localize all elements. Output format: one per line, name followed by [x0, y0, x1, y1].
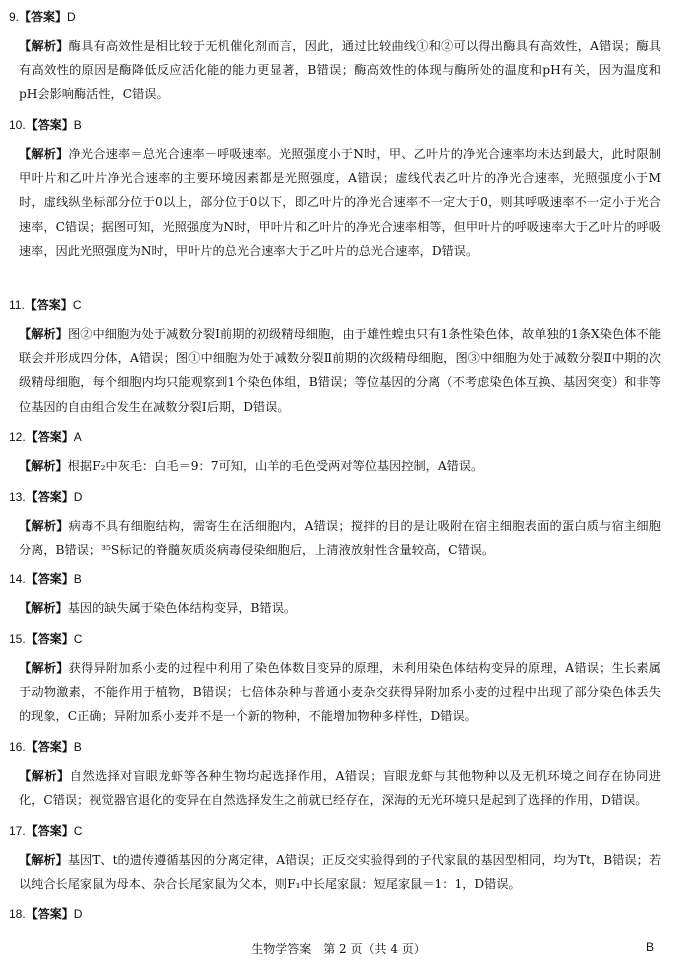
analysis-text: 自然选择对盲眼龙虾等各种生物均起选择作用，A错误；盲眼龙虾与其他物种以及无机环境之间存在协同进化，C错误；视觉器官退化的变异在自然选择发生之前就已经存在，深海的无光环境只是起到了选择的作用，D错误。 [19, 769, 661, 808]
question-number: 15. [9, 632, 26, 646]
analysis-label: 【解析】 [19, 519, 69, 533]
answer-value: C [73, 632, 83, 646]
answer-value: D [73, 490, 83, 504]
analysis-label: 【解析】 [19, 459, 68, 473]
question-14-analysis [19, 596, 661, 620]
answer-label: 【答案】 [25, 907, 74, 921]
question-12-analysis [19, 454, 661, 478]
question-14-answer [9, 572, 82, 586]
question-15-answer [9, 632, 82, 646]
question-17-analysis [19, 848, 661, 896]
question-16-answer [9, 740, 82, 754]
page-info: 生物学答案 第 2 页（共 4 页） [251, 942, 426, 956]
question-number: 17. [9, 824, 26, 838]
analysis-label: 【解析】 [19, 601, 68, 615]
analysis-text: 根据F₂中灰毛：白毛＝9：7可知，山羊的毛色受两对等位基因控制，A错误。 [67, 459, 484, 473]
analysis-text: 病毒不具有细胞结构，需寄生在活细胞内，A错误；搅拌的目的是让吸附在宿主细胞表面的蛋白质与宿主细胞分离，B错误；³⁵S标记的脊髓灰质炎病毒侵染细胞后，上清液放射性含量较高，C错误。 [19, 519, 661, 558]
answer-label: 【答案】 [19, 10, 68, 24]
analysis-text: 图②中细胞为处于减数分裂Ⅰ前期的初级精母细胞，由于雄性蝗虫只有1条性染色体，故单独的1条X染色体不能联会并形成四分体，A错误；图①中细胞为处于减数分裂Ⅱ前期的次级精母细胞，图③中细胞为处于减数分裂Ⅱ中期的次级精母细胞，每个细胞内均只能观察到1个染色体组，B错误；等位基因的分离（不考虑染色体互换、基因突变）和非等位基因的自由组合发生在减数分裂Ⅰ后期，D错误。 [19, 327, 662, 414]
answer-label: 【答案】 [25, 490, 74, 504]
question-10-analysis [19, 142, 661, 263]
answer-label: 【答案】 [25, 572, 74, 586]
answer-label: 【答案】 [25, 740, 74, 754]
answer-value: C [73, 824, 83, 838]
answer-label: 【答案】 [25, 118, 74, 132]
question-number: 18. [9, 907, 26, 921]
question-17-answer [9, 824, 82, 838]
question-number: 10. [9, 118, 26, 132]
analysis-text: 基因T、t的遗传遵循基因的分离定律，A错误；正反交实验得到的子代家鼠的基因型相同，均为Tt，B错误；若以纯合长尾家鼠为母本、杂合长尾家鼠为父本，则F₁中长尾家鼠：短尾家鼠＝1：1，D错误。 [19, 853, 662, 892]
question-11-analysis [19, 322, 661, 419]
answer-label: 【答案】 [25, 632, 74, 646]
answer-value: C [72, 298, 82, 312]
answer-value: D [73, 907, 83, 921]
question-11-answer [9, 298, 81, 312]
analysis-label: 【解析】 [19, 327, 69, 341]
answer-label: 【答案】 [25, 430, 74, 444]
answer-value: A [73, 430, 82, 444]
analysis-label: 【解析】 [19, 661, 69, 675]
answer-label: 【答案】 [25, 824, 74, 838]
analysis-label: 【解析】 [19, 853, 68, 867]
question-9-analysis [19, 34, 661, 107]
question-16-analysis [19, 764, 661, 812]
question-12-answer [9, 430, 82, 444]
question-number: 9. [9, 10, 20, 24]
analysis-text: 基因的缺失属于染色体结构变异，B错误。 [67, 601, 297, 615]
question-number: 11. [9, 298, 25, 312]
analysis-text: 净光合速率＝总光合速率－呼吸速率。光照强度小于N时，甲、乙叶片的净光合速率均未达到最大，此时限制甲叶片和乙叶片净光合速率的主要环境因素都是光照强度，A错误；虚线代表乙叶片的净光合速率，光照强度小于M时，虚线纵坐标部分位于0以上，部分位于0以下，即乙叶片的净光合速率不一定大于0，则其呼吸速率不一定小于光合速率，C错误；据图可知，光照强度为N时，甲叶片和乙叶片的净光合速率相等，但甲叶片的呼吸速率大于乙叶片的呼吸速率，因此光照强度为N时，甲叶片的总光合速率大于乙叶片的总光合速率，D错误。 [19, 147, 662, 258]
analysis-label: 【解析】 [19, 39, 69, 53]
question-10-answer [9, 118, 82, 132]
question-15-analysis [19, 656, 661, 729]
question-number: 12. [9, 430, 26, 444]
answer-value: B [73, 740, 82, 754]
question-number: 13. [9, 490, 26, 504]
question-13-answer [9, 490, 82, 504]
question-13-analysis [19, 514, 661, 562]
question-number: 14. [9, 572, 26, 586]
version-mark: B [645, 940, 654, 954]
answer-value: B [73, 118, 82, 132]
analysis-label: 【解析】 [19, 769, 70, 783]
question-18-answer [9, 907, 82, 921]
answer-label: 【答案】 [24, 298, 73, 312]
question-9-answer [9, 10, 76, 24]
answer-value: D [67, 10, 76, 24]
question-number: 16. [9, 740, 26, 754]
analysis-text: 酶具有高效性是相比较于无机催化剂而言，因此，通过比较曲线①和②可以得出酶具有高效性，A错误；酶具有高效性的原因是酶降低反应活化能的能力更显著，B错误；酶高效性的体现与酶所处的温度和pH有关，因为温度和pH会影响酶活性，C错误。 [19, 39, 661, 102]
analysis-text: 获得异附加系小麦的过程中利用了染色体数目变异的原理，未利用染色体结构变异的原理，A错误；生长素属于动物激素，不能作用于植物，B错误；七倍体杂种与普通小麦杂交获得异附加系小麦的过程中出现了部分染色体丢失的现象，C正确；异附加系小麦并不是一个新的物种，不能增加物种多样性，D错误。 [19, 661, 661, 724]
analysis-label: 【解析】 [19, 147, 69, 161]
answer-value: B [73, 572, 82, 586]
